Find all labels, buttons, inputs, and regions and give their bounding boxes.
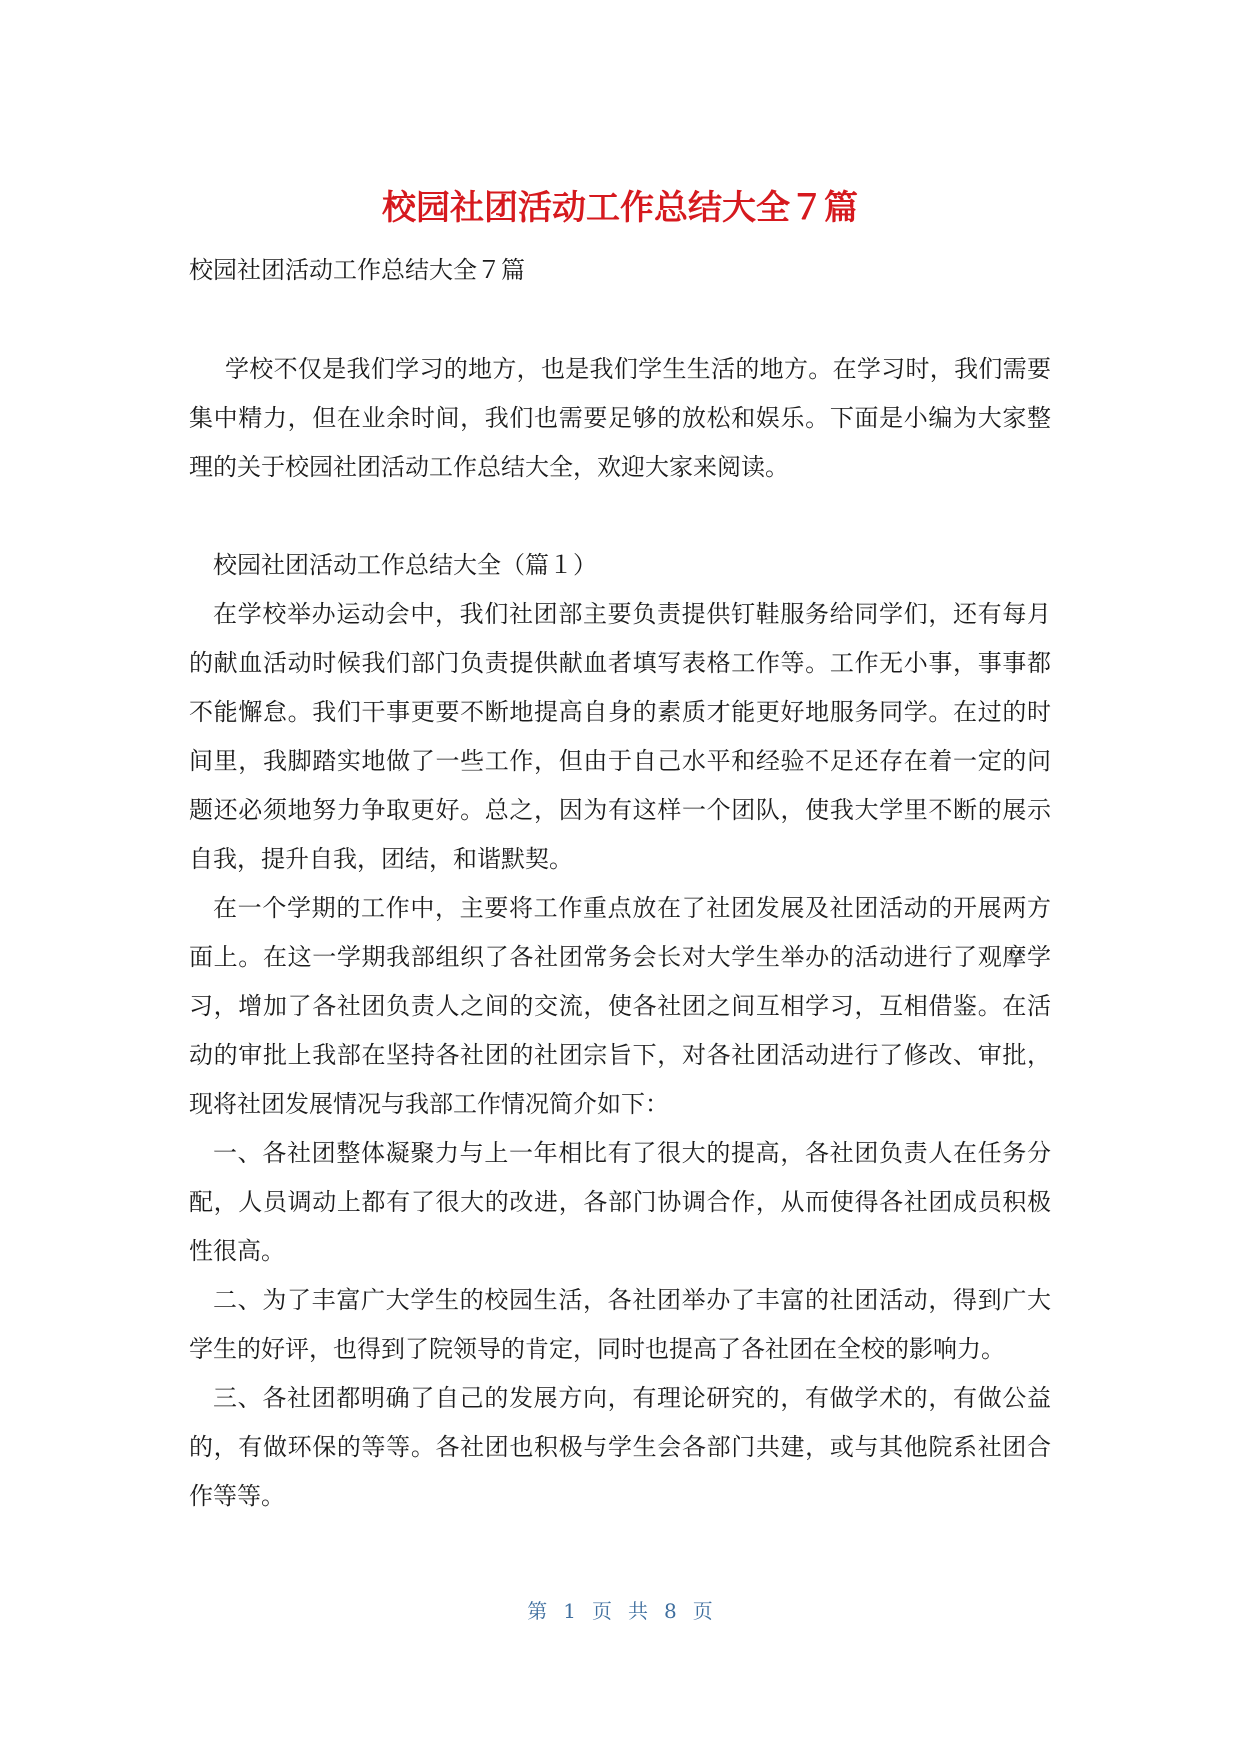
body-paragraph-5: 三、各社团都明确了自己的发展方向，有理论研究的，有做学术的，有做公益的，有做环保的等等。各社团也积极与学生会各部门共建，或与其他院系社团合作等等。 [189, 1384, 1051, 1510]
body-paragraph-1: 在学校举办运动会中，我们社团部主要负责提供钉鞋服务给同学们，还有每月的献血活动时候我们部门负责提供献血者填写表格工作等。工作无小事，事事都不能懈怠。我们干事更要不断地提高自身的素质才能更好地服务同学。在过的时间里，我脚踏实地做了一些工作，但由于自己水平和经验不足还存在着一定的问题还必须地努力争取更好。总之，因为有这样一个团队，使我大学里不断的展示自我，提升自我，团结，和谐默契。 [189, 600, 1051, 873]
page-footer [0, 1597, 1240, 1625]
footer-current-page: 1 [563, 1599, 576, 1623]
document-subtitle: 校园社团活动工作总结大全７篇 [189, 256, 525, 284]
body-paragraph-2: 在一个学期的工作中，主要将工作重点放在了社团发展及社团活动的开展两方面上。在这一学期我部组织了各社团常务会长对大学生举办的活动进行了观摩学习，增加了各社团负责人之间的交流，使各社团之间互相学习，互相借鉴。在活动的审批上我部在坚持各社团的社团宗旨下，对各社团活动进行了修改、审批，现将社团发展情况与我部工作情况简介如下： [189, 894, 1051, 1118]
body-paragraph-4: 二、为了丰富广大学生的校园生活，各社团举办了丰富的社团活动，得到广大学生的好评，也得到了院领导的肯定，同时也提高了各社团在全校的影响力。 [189, 1286, 1051, 1363]
footer-label-gong: 共 [628, 1599, 648, 1623]
footer-total-pages: 8 [664, 1599, 677, 1623]
document-body [189, 345, 1051, 1521]
paragraph-spacer [189, 492, 1051, 541]
section-heading: 校园社团活动工作总结大全（篇１） [213, 551, 597, 579]
intro-paragraph: 学校不仅是我们学习的地方，也是我们学生生活的地方。在学习时，我们需要集中精力，但在业余时间，我们也需要足够的放松和娱乐。下面是小编为大家整理的关于校园社团活动工作总结大全，欢迎大家来阅读。 [189, 355, 1051, 481]
footer-label-ye: 页 [592, 1599, 612, 1623]
footer-label-ye-2: 页 [692, 1599, 713, 1623]
document-title: 校园社团活动工作总结大全７篇 [382, 188, 858, 228]
footer-label-di: 第 [527, 1599, 548, 1623]
body-paragraph-3: 一、各社团整体凝聚力与上一年相比有了很大的提高，各社团负责人在任务分配，人员调动上都有了很大的改进，各部门协调合作，从而使得各社团成员积极性很高。 [189, 1139, 1051, 1265]
